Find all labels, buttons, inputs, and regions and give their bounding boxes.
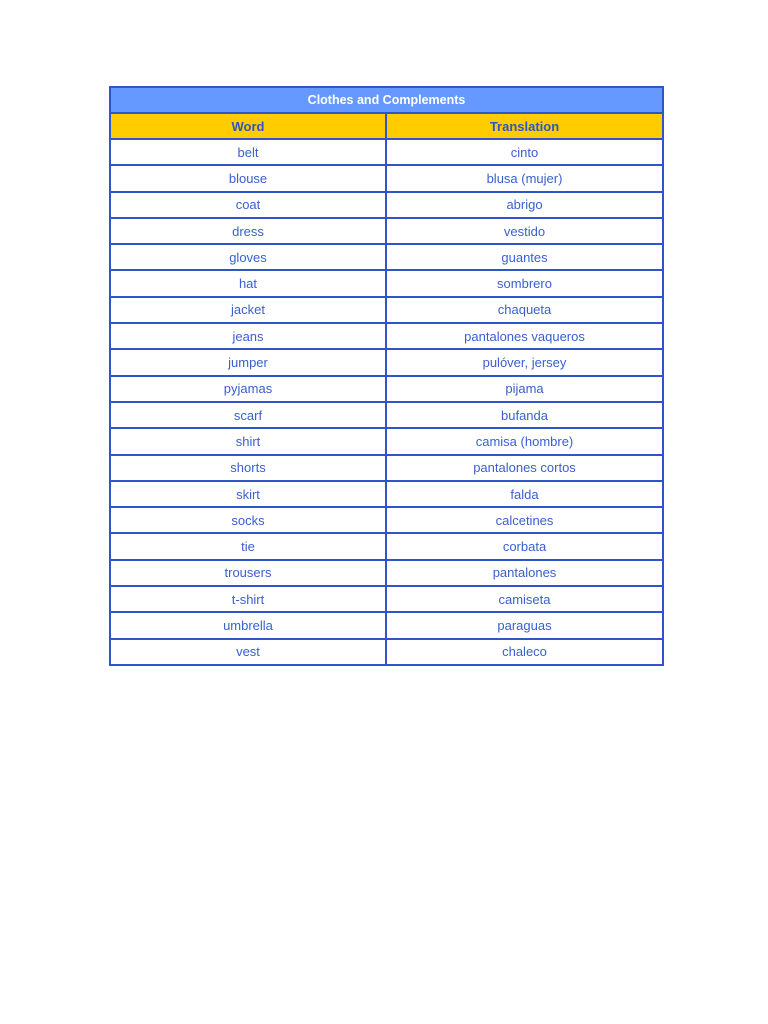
word-cell: gloves bbox=[110, 244, 386, 270]
translation-cell: camiseta bbox=[386, 586, 663, 612]
table-row bbox=[110, 244, 663, 270]
translation-cell: corbata bbox=[386, 533, 663, 559]
translation-cell: guantes bbox=[386, 244, 663, 270]
word-cell: vest bbox=[110, 639, 386, 665]
table-row bbox=[110, 507, 663, 533]
column-header-word: Word bbox=[110, 113, 386, 139]
translation-cell: abrigo bbox=[386, 192, 663, 218]
table-title-row bbox=[110, 87, 663, 113]
word-cell: trousers bbox=[110, 560, 386, 586]
table-row bbox=[110, 455, 663, 481]
table-title: Clothes and Complements bbox=[110, 87, 663, 113]
translation-cell: blusa (mujer) bbox=[386, 165, 663, 191]
translation-cell: falda bbox=[386, 481, 663, 507]
table-row bbox=[110, 560, 663, 586]
word-cell: jeans bbox=[110, 323, 386, 349]
table-row bbox=[110, 139, 663, 165]
translation-cell: cinto bbox=[386, 139, 663, 165]
table-row bbox=[110, 218, 663, 244]
table-row bbox=[110, 192, 663, 218]
translation-cell: pijama bbox=[386, 376, 663, 402]
table-row bbox=[110, 481, 663, 507]
vocabulary-table bbox=[109, 86, 664, 666]
table-row bbox=[110, 323, 663, 349]
translation-cell: bufanda bbox=[386, 402, 663, 428]
word-cell: blouse bbox=[110, 165, 386, 191]
table-row bbox=[110, 165, 663, 191]
table-row bbox=[110, 533, 663, 559]
word-cell: coat bbox=[110, 192, 386, 218]
word-cell: pyjamas bbox=[110, 376, 386, 402]
column-header-translation: Translation bbox=[386, 113, 663, 139]
word-cell: scarf bbox=[110, 402, 386, 428]
translation-cell: vestido bbox=[386, 218, 663, 244]
translation-cell: chaqueta bbox=[386, 297, 663, 323]
word-cell: skirt bbox=[110, 481, 386, 507]
translation-cell: pantalones cortos bbox=[386, 455, 663, 481]
translation-cell: camisa (hombre) bbox=[386, 428, 663, 454]
word-cell: shorts bbox=[110, 455, 386, 481]
word-cell: jacket bbox=[110, 297, 386, 323]
word-cell: belt bbox=[110, 139, 386, 165]
word-cell: t-shirt bbox=[110, 586, 386, 612]
table-row bbox=[110, 270, 663, 296]
word-cell: hat bbox=[110, 270, 386, 296]
word-cell: dress bbox=[110, 218, 386, 244]
word-cell: shirt bbox=[110, 428, 386, 454]
translation-cell: pantalones bbox=[386, 560, 663, 586]
table-row bbox=[110, 428, 663, 454]
table-header-row bbox=[110, 113, 663, 139]
translation-cell: pantalones vaqueros bbox=[386, 323, 663, 349]
table-row bbox=[110, 297, 663, 323]
translation-cell: sombrero bbox=[386, 270, 663, 296]
word-cell: umbrella bbox=[110, 612, 386, 638]
table-row bbox=[110, 612, 663, 638]
word-cell: tie bbox=[110, 533, 386, 559]
translation-cell: chaleco bbox=[386, 639, 663, 665]
word-cell: socks bbox=[110, 507, 386, 533]
word-cell: jumper bbox=[110, 349, 386, 375]
table-row bbox=[110, 349, 663, 375]
table-row bbox=[110, 376, 663, 402]
translation-cell: calcetines bbox=[386, 507, 663, 533]
translation-cell: pulóver, jersey bbox=[386, 349, 663, 375]
table-row bbox=[110, 402, 663, 428]
table-row bbox=[110, 586, 663, 612]
table-row bbox=[110, 639, 663, 665]
translation-cell: paraguas bbox=[386, 612, 663, 638]
